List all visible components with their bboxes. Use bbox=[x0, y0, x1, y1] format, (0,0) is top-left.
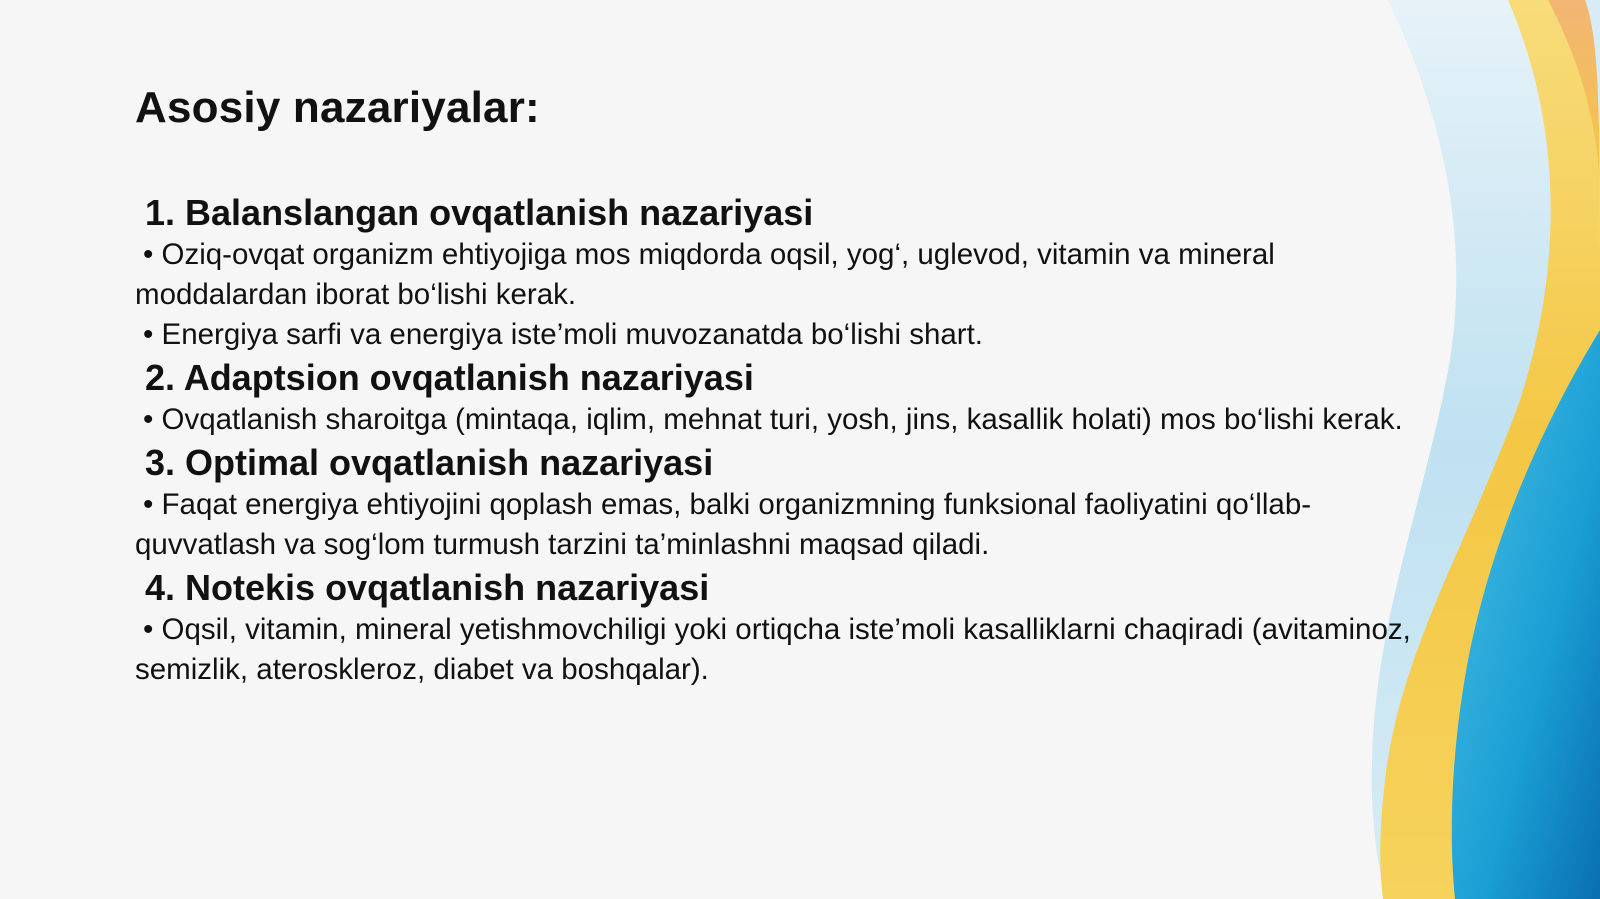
theory-2-bullet-1: • Ovqatlanish sharoitga (mintaqa, iqlim, mehnat turi, yosh, jins, kasallik holati) mos bo‘lishi kerak. bbox=[143, 403, 1403, 436]
slide-content bbox=[135, 80, 1435, 690]
theory-section-1 bbox=[135, 190, 1435, 355]
theory-1-bullet-2: • Energiya sarfi va energiya iste’moli muvozanatda bo‘lishi shart. bbox=[143, 318, 984, 351]
theory-1-bullet-1: • Oziq-ovqat organizm ehtiyojiga mos miqdorda oqsil, yog‘, uglevod, vitamin va mineral moddalardan iborat bo‘lishi kerak. bbox=[135, 238, 1275, 311]
theory-heading-4: 4. Notekis ovqatlanish nazariyasi bbox=[145, 567, 710, 608]
theories-list bbox=[135, 190, 1435, 690]
theory-heading-2: 2. Adaptsion ovqatlanish nazariyasi bbox=[145, 357, 754, 398]
theory-3-bullet-1: • Faqat energiya ehtiyojini qoplash emas, balki organizmning funksional faoliyatini qo‘llab-quvvatlash va sog‘lom turmush tarzini ta’minlashni maqsad qiladi. bbox=[135, 488, 1312, 561]
theory-section-2 bbox=[135, 355, 1435, 440]
slide-title: Asosiy nazariyalar: bbox=[135, 83, 540, 132]
theory-4-bullet-1: • Oqsil, vitamin, mineral yetishmovchiligi yoki ortiqcha iste’moli kasalliklarni chaqiradi (avitaminoz, semizlik, ateroskleroz, diabet va boshqalar). bbox=[135, 613, 1411, 686]
theory-section-3 bbox=[135, 440, 1435, 565]
theory-heading-1: 1. Balanslangan ovqatlanish nazariyasi bbox=[145, 192, 814, 233]
theory-heading-3: 3. Optimal ovqatlanish nazariyasi bbox=[145, 442, 714, 483]
theory-section-4 bbox=[135, 565, 1435, 690]
